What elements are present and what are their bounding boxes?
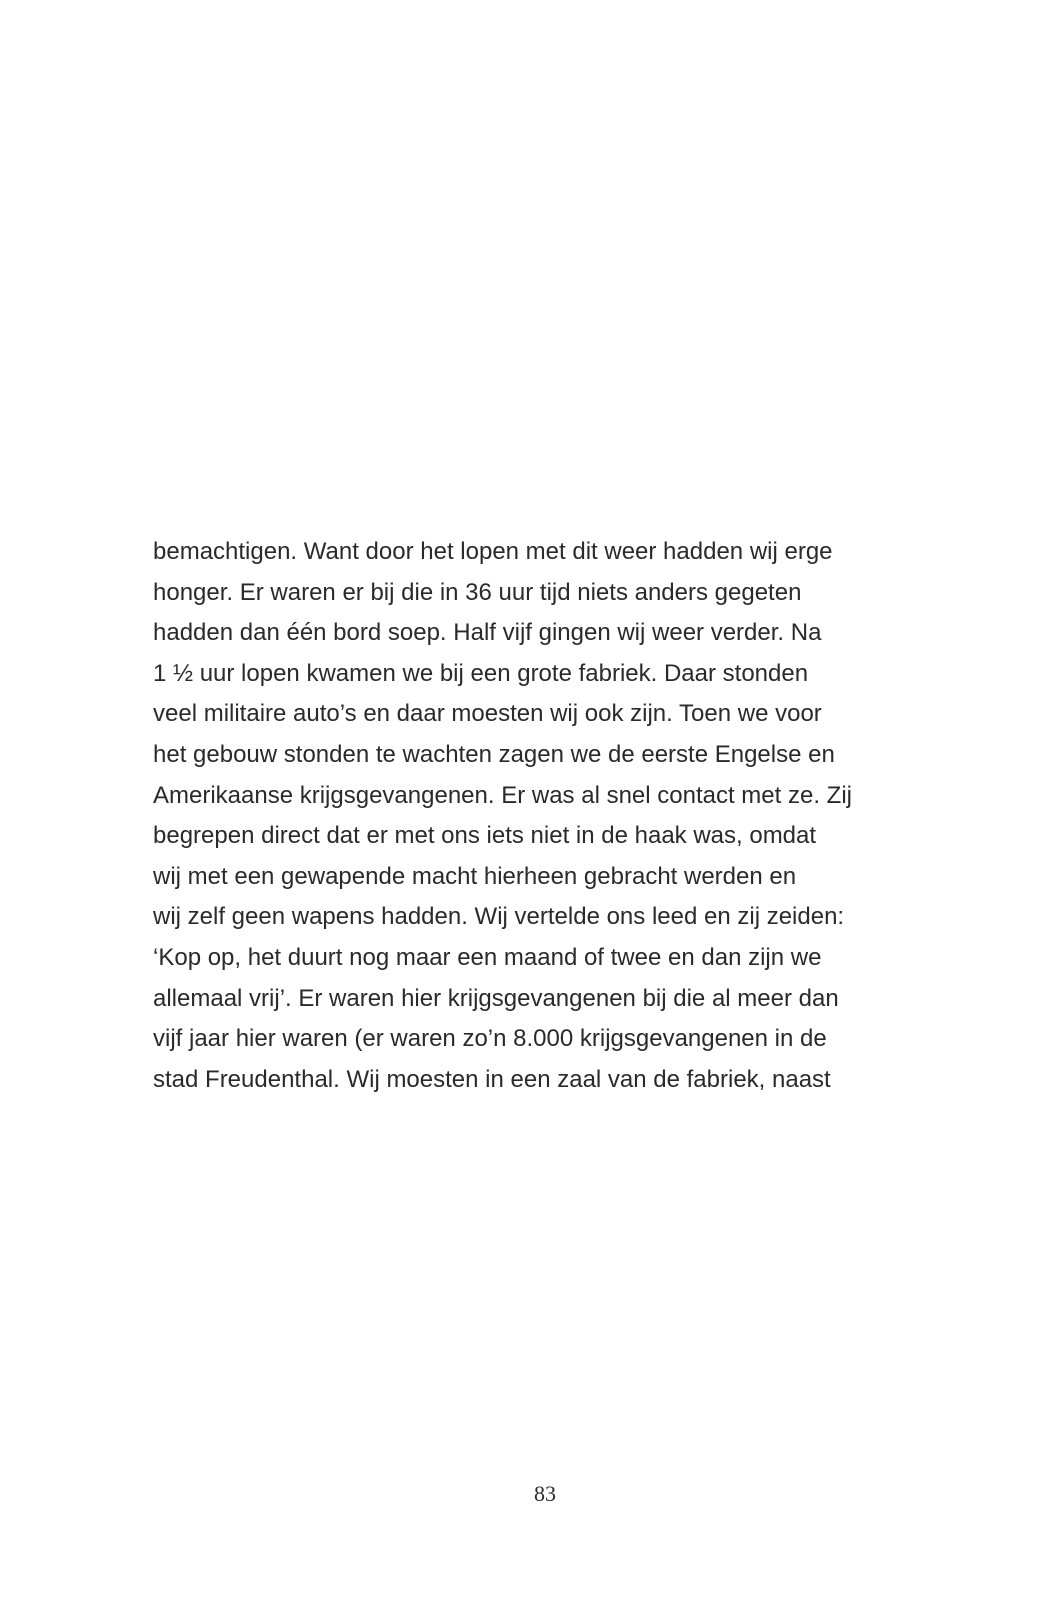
text-line: 1 ½ uur lopen kwamen we bij een grote fabriek. Daar stonden: [153, 659, 809, 687]
text-line: bemachtigen. Want door het lopen met dit weer hadden wij erge: [153, 538, 833, 565]
text-line: vijf jaar hier waren (er waren zo’n 8.000 krijgsgevangenen in de: [153, 1025, 827, 1053]
text-line: het gebouw stonden te wachten zagen we de eerste Engelse en: [153, 740, 835, 768]
text-line: honger. Er waren er bij die in 36 uur tijd niets anders gegeten: [153, 578, 802, 606]
text-line: veel militaire auto’s en daar moesten wij ook zijn. Toen we voor: [153, 700, 822, 728]
text-line: begrepen direct dat er met ons iets niet in de haak was, omdat: [153, 822, 817, 850]
page-number: 83: [534, 1481, 556, 1506]
text-line: Amerikaanse krijgsgevangenen. Er was al snel contact met ze. Zij: [153, 781, 852, 809]
text-line: ‘Kop op, het duurt nog maar een maand of twee en dan zijn we: [153, 943, 822, 971]
body-text: [153, 532, 953, 1100]
text-line: hadden dan één bord soep. Half vijf gingen wij weer verder. Na: [153, 619, 822, 647]
text-line: wij met een gewapende macht hierheen gebracht werden en: [153, 862, 797, 890]
text-line: stad Freudenthal. Wij moesten in een zaal van de fabriek, naast: [153, 1065, 831, 1093]
text-line: allemaal vrij’. Er waren hier krijgsgevangenen bij die al meer dan: [153, 984, 839, 1012]
text-line: wij zelf geen wapens hadden. Wij vertelde ons leed en zij zeiden:: [153, 903, 845, 931]
